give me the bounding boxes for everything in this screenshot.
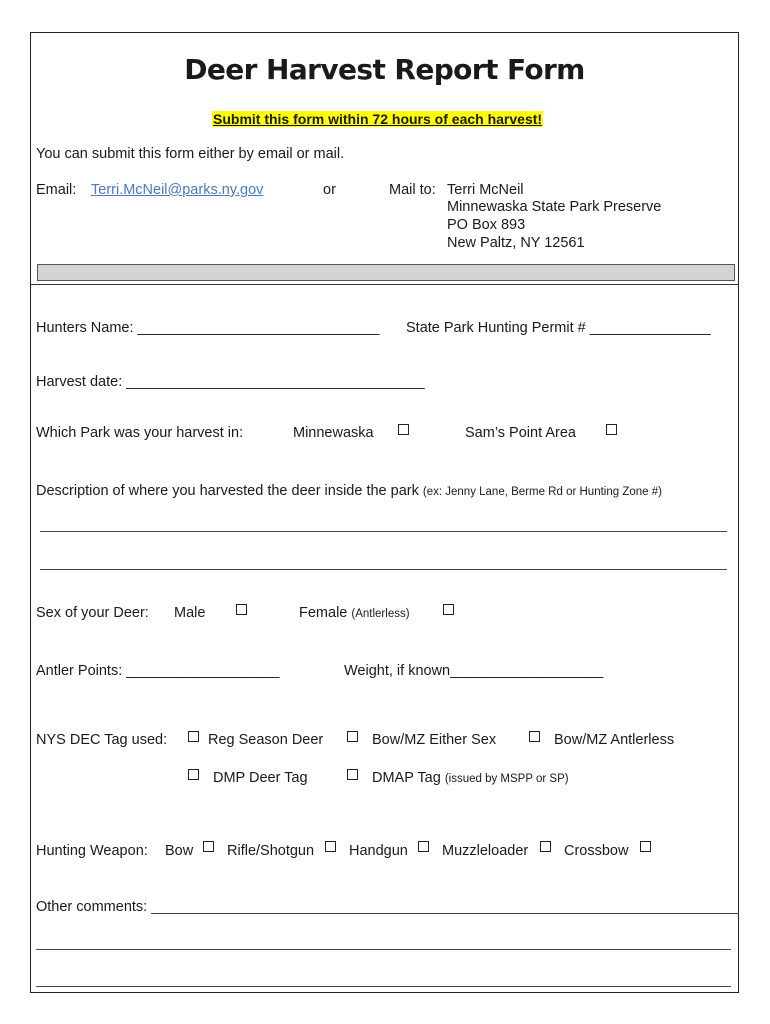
other-comments-label: Other comments:	[36, 899, 148, 915]
tag-dmp-checkbox[interactable]	[188, 769, 199, 780]
weapon-crossbow-checkbox[interactable]	[640, 841, 651, 852]
sex-female-text: Female	[299, 605, 348, 621]
sex-female-label	[299, 605, 410, 621]
tag-dmap-label	[372, 770, 569, 786]
tag-dmp-label: DMP Deer Tag	[213, 770, 308, 786]
weapon-muzzleloader-checkbox[interactable]	[540, 841, 551, 852]
sex-male-checkbox[interactable]	[236, 604, 247, 615]
weapon-crossbow-label: Crossbow	[564, 843, 629, 859]
weapon-label: Hunting Weapon:	[36, 843, 148, 859]
mail-address-line-2: Minnewaska State Park Preserve	[447, 199, 662, 215]
submission-intro: You can submit this form either by email or mail.	[36, 146, 345, 162]
tag-dmap-note: (issued by MSPP or SP)	[444, 773, 569, 785]
tag-reg-season-checkbox[interactable]	[188, 731, 199, 742]
tag-bow-mz-antlerless-checkbox[interactable]	[529, 731, 540, 742]
weapon-muzzleloader-label: Muzzleloader	[442, 843, 529, 859]
email-label: Email:	[36, 182, 77, 198]
antler-points-field[interactable]: Antler Points: ___________________	[36, 663, 280, 679]
tag-dmap-text: DMAP Tag	[372, 770, 441, 786]
description-label	[36, 483, 662, 499]
tag-reg-season-label: Reg Season Deer	[208, 732, 324, 748]
section-divider-line	[31, 284, 738, 285]
mail-address-line-4: New Paltz, NY 12561	[447, 235, 585, 251]
weapon-rifle-shotgun-label: Rifle/Shotgun	[227, 843, 315, 859]
tag-bow-mz-either-sex-label: Bow/MZ Either Sex	[372, 732, 497, 748]
sex-label: Sex of your Deer:	[36, 605, 149, 621]
email-link[interactable]: Terri.McNeil@parks.ny.gov	[91, 182, 264, 198]
description-example: (ex: Jenny Lane, Berme Rd or Hunting Zone #)	[422, 486, 662, 498]
mail-address-line-1: Terri McNeil	[447, 182, 524, 198]
park-option-sams-point-label: Sam’s Point Area	[465, 425, 576, 441]
submit-deadline-notice: Submit this form within 72 hours of each harvest!	[213, 111, 543, 127]
form-title: Deer Harvest Report Form	[184, 53, 585, 86]
sex-female-note: (Antlerless)	[351, 608, 410, 620]
permit-number-field[interactable]: State Park Hunting Permit # _______________	[406, 320, 711, 336]
park-option-minnewaska-label: Minnewaska	[293, 425, 374, 441]
other-comments-line-3[interactable]	[36, 986, 731, 987]
description-label-text: Description of where you harvested the deer inside the park	[36, 483, 419, 499]
description-line-1[interactable]	[40, 531, 727, 532]
or-text: or	[323, 182, 336, 198]
hunters-name-field[interactable]: Hunters Name: ______________________________	[36, 320, 380, 336]
weapon-rifle-shotgun-checkbox[interactable]	[325, 841, 336, 852]
weapon-handgun-label: Handgun	[349, 843, 408, 859]
other-comments-line-1[interactable]	[151, 913, 739, 914]
sex-male-label: Male	[174, 605, 206, 621]
tag-bow-mz-either-sex-checkbox[interactable]	[347, 731, 358, 742]
weapon-handgun-checkbox[interactable]	[418, 841, 429, 852]
tag-dmap-checkbox[interactable]	[347, 769, 358, 780]
section-divider-bar	[37, 264, 735, 281]
tag-label: NYS DEC Tag used:	[36, 732, 168, 748]
form-page	[30, 32, 739, 993]
mail-label: Mail to:	[389, 182, 436, 198]
description-line-2[interactable]	[40, 569, 727, 570]
other-comments-line-2[interactable]	[36, 949, 731, 950]
mail-address-line-3: PO Box 893	[447, 217, 526, 233]
harvest-date-field[interactable]: Harvest date: _____________________________________	[36, 374, 425, 390]
weapon-bow-label: Bow	[165, 843, 194, 859]
weapon-bow-checkbox[interactable]	[203, 841, 214, 852]
park-minnewaska-checkbox[interactable]	[398, 424, 409, 435]
which-park-label: Which Park was your harvest in:	[36, 425, 244, 441]
sex-female-checkbox[interactable]	[443, 604, 454, 615]
weight-field[interactable]: Weight, if known___________________	[344, 663, 604, 679]
park-sams-point-checkbox[interactable]	[606, 424, 617, 435]
tag-bow-mz-antlerless-label: Bow/MZ Antlerless	[554, 732, 675, 748]
